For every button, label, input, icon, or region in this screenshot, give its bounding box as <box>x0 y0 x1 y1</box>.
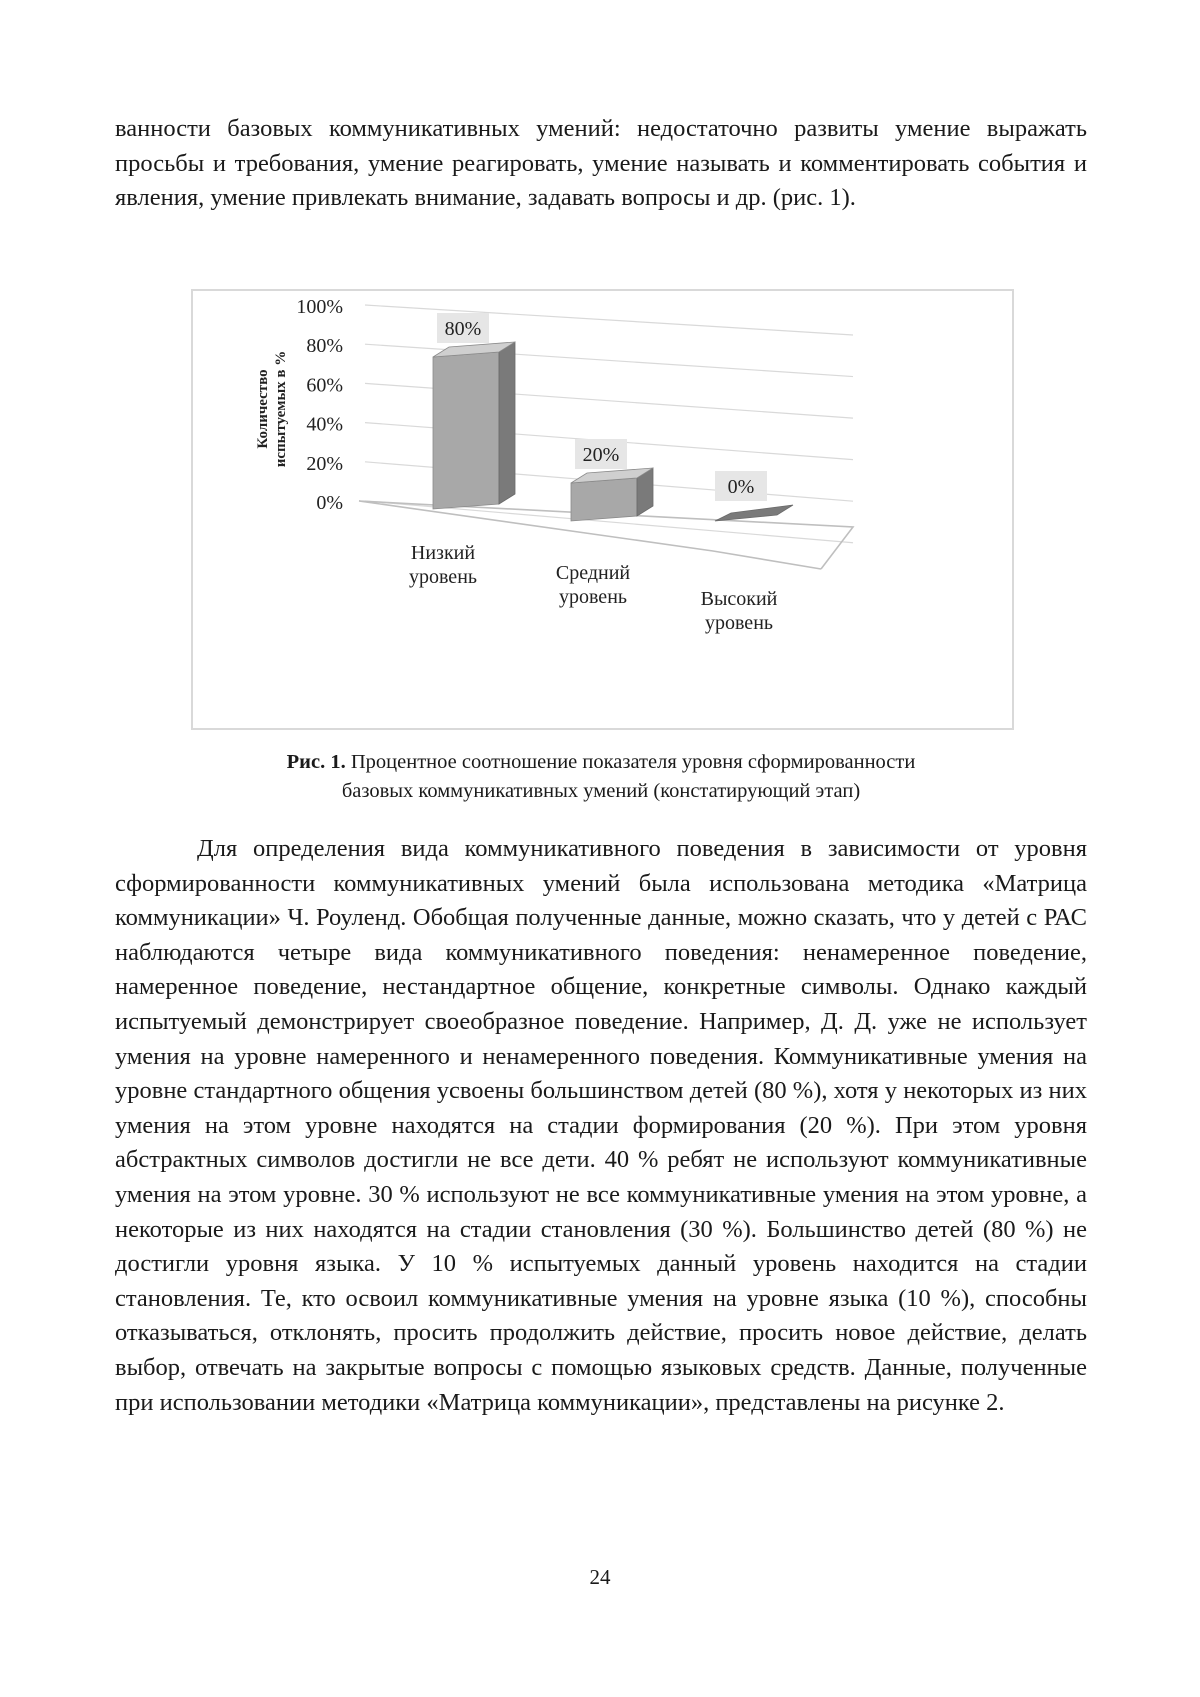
bar-front <box>571 478 637 521</box>
paragraph-intro: ванности базовых коммуникативных умений: недостаточно развиты умение выражать просьбы и требования, умение реагировать, умение называть и комментировать события и явления, умение привлекать внимание, задавать вопросы и др. (рис. 1). <box>115 115 1087 212</box>
data-label: 0% <box>727 476 755 498</box>
category-label: уровень <box>408 566 478 588</box>
paragraph-main: Для определения вида коммуникативного поведения в зависимости от уровня сформированности коммуникативных умений была использована методика «Матрица коммуникации» Ч. Роуленд. Обобщая полученные данные, можно сказать, что у детей с РАС наблюдаются четыре вида коммуникативного поведения: ненамеренное поведение, намеренное поведение, нестандартное общение, конкретные символы. Однако каждый испытуемый демонстрирует своеобразное поведение. Например, Д. Д. уже не использует умения на уровне намеренного и ненамеренного поведения. Коммуникативные умения на уровне стандартного общения усвоены большинством детей (80 %), хотя у некоторых из них умения на этом уровне находятся на стадии формирования (20 %). При этом уровня абстрактных символов достигли не все дети. 40 % ребят не используют коммуникативные умения на этом уровне. 30 % используют не все коммуникативные умения на этом уровне, а некоторые из них находятся на стадии становления (30 %). Большинство детей (80 %) не достигли уровня языка. У 10 % испытуемых данный уровень находится на стадии становления. Те, кто освоил коммуникативные умения на уровне языка (10 %), способны отказываться, отклонять, просить продолжить действие, просить новое действие, делать выбор, отвечать на закрытые вопросы с помощью языковых средств. Данные, полученные при использовании методики «Матрица коммуникации», представлены на рисунке 2. <box>115 835 1087 1416</box>
x-axis-categories <box>409 542 778 634</box>
bar-flat <box>715 505 793 521</box>
bar-side <box>499 342 515 504</box>
chart-figure <box>191 289 1014 730</box>
y-axis-label-line-1: Количество <box>255 369 271 449</box>
category-label: уровень <box>704 612 774 634</box>
caption-text-2: базовых коммуникативных умений (констатирующий этап) <box>341 780 861 802</box>
caption-label: Рис. 1. <box>286 751 346 773</box>
y-tick-label: 0% <box>316 492 343 514</box>
bar-chart-svg <box>193 291 1012 728</box>
y-tick-label: 40% <box>306 413 343 436</box>
y-axis-label-line-2: испытуемых в % <box>273 350 289 468</box>
page-number: 24 <box>589 1565 611 1589</box>
figure-caption <box>115 748 1087 806</box>
category-label: Низкий <box>410 542 476 564</box>
data-label: 80% <box>444 318 482 340</box>
y-tick-label: 20% <box>306 452 343 475</box>
caption-text-1: Процентное соотношение показателя уровня сформированности <box>350 751 916 773</box>
y-axis-label <box>255 351 289 468</box>
category-label: Средний <box>555 562 631 584</box>
category-label: Высокий <box>700 588 778 610</box>
y-tick-label: 60% <box>306 374 343 397</box>
y-tick-label: 100% <box>296 296 343 318</box>
y-tick-label: 80% <box>306 335 343 358</box>
caption-line-1 <box>115 748 1087 777</box>
category-label: уровень <box>558 586 628 608</box>
bar-front <box>433 352 499 509</box>
data-label: 20% <box>582 444 620 466</box>
y-axis-ticks <box>296 296 343 514</box>
